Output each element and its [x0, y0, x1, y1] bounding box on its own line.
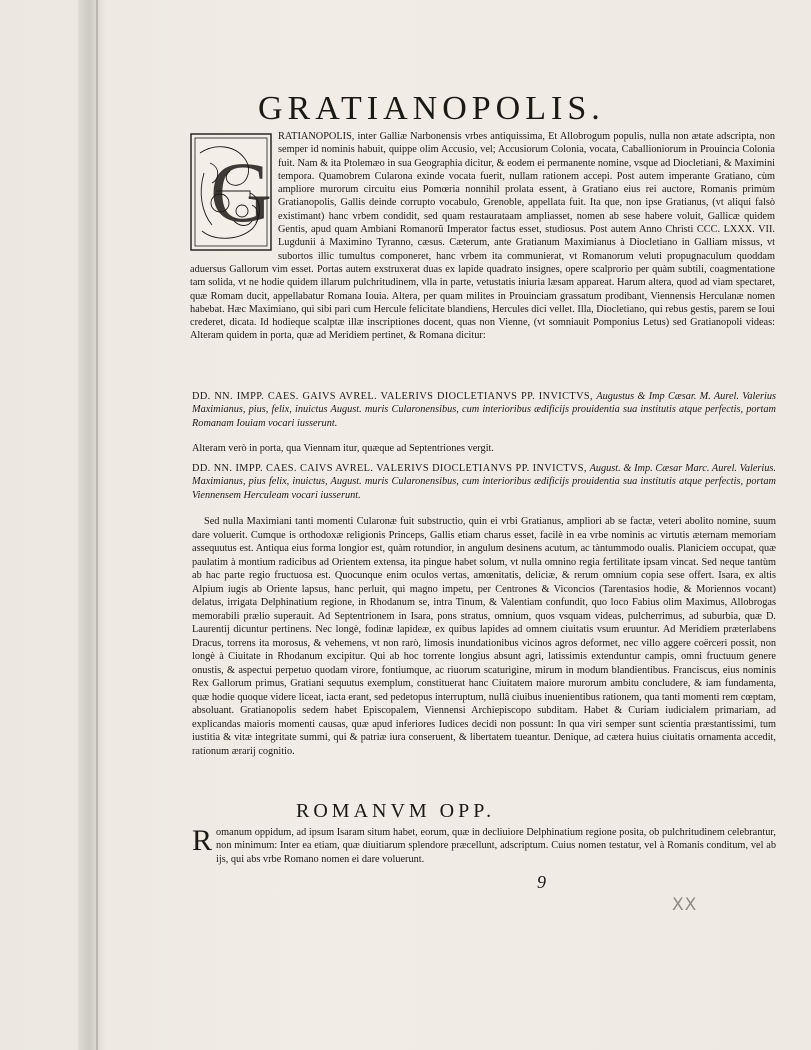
- pencil-mark: XX: [672, 895, 698, 915]
- second-paragraph: Sed nulla Maximiani tanti momenti Cularonæ fuit substructio, quin ei vrbi Gratianus, ampliori ab se factæ, veteri abolito nomine, suum dare voluerit. Cumque is orthodoxæ religionis Princeps, Gallis etiam charus esset, facilè in ea vrbe nominis ac virtutis æternam memoriam assequutus est. Antiqua eius forma longior est, quàm rotundior, in angulum desinens acutum, ac tàntummodo oualis. Planiciem occupat, quæ paulatim à montium radicibus ad Orientem extensa, ita pingue habet solum, vt nulla omnino regia fertilitate ipsam vincat. Sed neque tantùm ab hac parte regio fructuosa est. Quocunque enim oculos vertas, amœnitatis, deliciæ, & rerum omnium copia sese offert. Isara, ex altis Alpium iugis ab Oriente lapsus, hanc perluit, qui magno impetu, per Centrones & Viconcios (Tarentasios hodie, & Moriennos vocant) delatus, irrigata Delphinatium regione, in Rhodanum se, intra Tinum, & Valentiam confundit, quo loco Fabius olim Maximus, Allobrogas memorabili prælio superauit. Ad Septentrionem in Isara, pons stratus, omnium, quos vsquam videas, pulcherrimus, ad suburbia, quæ D. Laurentij dicuntur pertinens. Nec longè, fodinæ lapideæ, ex quibus lapides ad omnem ciuitatis vsum eruuntur. Ad Meridiem præterlabens Dracus, torrens ita morosus, & vehemens, vt non rarò, limosis inundationibus vicinos agros deformet, nec villo aggere coërceri possit, non longè à Ciuitate in Rhodanum excipitur. Qui ab hoc torrente longius absunt agri, latissimis extenduntur campis, omni fructuum genere onustis, & aspectui perpetuo quodam virore, fontiumque, ac riuorum scaturigine, mirum in modum blandientibus. Franciscus, eius nominis Rex Gallorum primus, Gratiani sequutus exemplum, constituerat hanc Ciuitatem maiore murorum ambitu concludere, & iam fundamenta, quæ hodie quoque videre liceat, iacta erant, sed pedetopus interruptum, nullâ ciuibus inuenientibus rationem, qua tanti momenti rem cœptam, absoluant. Gratianopolis sedem habet Episcopalem, Viennensi Archiepiscopo subditam. Habet & Curiam iudicialem primariam, ad explicandas maioris momenti causas, quæ apud inferiores Iudices decidi non possunt: In qua viri semper sunt scientia præstantissimi, tum iustitia & vitæ integritate summi, qui & patriæ iura conseruent, & libertatem tueantur. Denique, ad cætera huius ciuitatis ornamenta accedit, rationum ærarij cognitio.: [192, 516, 776, 757]
- romanum-paragraph-text: omanum oppidum, ad ipsum Isaram situm habet, eorum, quæ in decliuiore Delphinatium regione posita, ob pulchritudinem celebrantur, non minimum: Inter ea etiam, quæ diuitiarum splendore præcellunt, adscriptum. Cuius nomen testatur, vel à Romanis conditum, vel ab ijs, qui abs vrbe Romano nomen ei dare voluerunt.: [216, 827, 776, 865]
- page-fold-shadow: [78, 0, 106, 1050]
- main-paragraph: [190, 130, 775, 343]
- inscription-1-caps: DD. NN. IMPP. CAES. GAIVS AVREL. VALERIVS DIOCLETIANVS PP. INVICTVS,: [192, 391, 594, 402]
- inscription-1: [192, 390, 776, 430]
- main-paragraph-text: RATIANOPOLIS, inter Galliæ Narbonensis vrbes antiquissima, Et Allobrogum populis, nulla non ætate adscripta, non semper id nominis habuit, quippe olim Accusio, vel; Accusiorum Colonia, vocata, Caballioniorum in Prouincia Colonia fuit. Nam & ita Ptolemæo in sua Geographia dicitur, & eodem ei permanente nomine, vsque ad Diocletiani, & Maximini tempora. Quamobrem Cularona exinde vocata fuerit, nullam rationem accepi. Post autem imperante Gratiano, cùm ampliore murorum circuitu eius Pomœria nonnihil prolata essent, à Gratiano eius rei auctore, Romanis primùm Gratianopolis, Gallis deinde corrupto vocabulo, Grenoble, appellata fuit. Ita que, non ipse Gratianus, (vt aliqui falsò existimant) hanc vrbem condidit, sed quam restaurataam ampliasset, nomen ab sese habere voluit, Gallicæ quidem Gentis, apud quam Ambiani Romanorũ Imperator factus esset, studiosus. Post autem Anno Christi CCC. LXXX. VII. Lugdunii à Maximino Tyranno, cæsus. Cæterum, ante Gratianum Maximianus à Diocletiano in Galliam missus, vt subortos illic tumultus componeret, hanc vrbem ita communierat, vt Romanorum veluti propugnaculum quoddam aduersus Gallorum vim esset. Portas autem exstruxerat duas ex lapide quadrato insignes, opere scalprorio per quàm subtili, coagmentatione tam solida, vt ne hodie quidem illarum pulchritudinem, vlla in parte, vetustatis iniuria læsam appareat. Harum altera, quod ad viam spectaret, quæ Romam ducit, appellabatur Romana Iouia. Altera, per quam milites in Prouinciam grassatum prodibant, Viennensis Herculanæ nomen habebat. Hæc Maximiano, qui sibi pari cum Hercule felicitate blandiens, Hercules dici vellet. Illa, Diocletiano, qui rebus gestis, parem se Ioui crederet, dicata. Id hodieque scalptæ illæ inscriptiones docent, quas non Vienne, (vt somniauit Pomponius Letus) sed Gratianopoli videas: Alteram quidem in porta, quæ ad Meridiem pertinet, & Romana dicitur:: [190, 131, 775, 342]
- page-title: GRATIANOPOLIS.: [258, 90, 605, 127]
- inscription-1-italic: Augustus & Imp Cæsar. M. Aurel. Valerius Maximianus, pius, felix, inuictus August. muris Cularonensibus, cum interioribus ædificijs prouidentia sua institutis atque perfectis, portam Romanam Iouiam vocari iusserunt.: [192, 391, 777, 429]
- page-number: 9: [537, 872, 546, 892]
- inscription-2-caps: DD. NN. IMPP. CAES. CAIVS AVREL. VALERIVS DIOCLETIANVS PP. INVICTVS,: [192, 463, 587, 474]
- page-fold-line: [96, 0, 98, 1050]
- romanum-paragraph: [192, 826, 776, 866]
- between-text: Alteram verò in porta, qua Viennam itur, quæque ad Septentriones vergit.: [192, 443, 494, 454]
- drop-cap-letter: G: [210, 144, 272, 240]
- inscription-2-italic: August. & Imp. Cæsar Marc. Aurel. Valerius. Maximianus, pius felix, inuictus, August. muris Cularonensibus, cum interioribus ædificijs prouidentia sua institutis atque perfectis, portam Viennensem Herculeam vocari iusserunt.: [192, 463, 777, 501]
- inscription-2: [192, 462, 776, 502]
- ornamental-drop-cap: [190, 133, 272, 251]
- romanum-initial: R: [192, 824, 213, 857]
- section-heading-romanum: ROMANVM OPP.: [296, 800, 496, 822]
